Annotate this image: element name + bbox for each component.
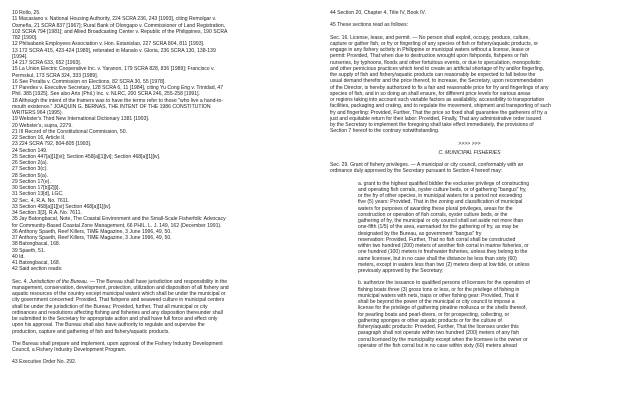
- bureau-line: The Bureau shall prepare and implement, upon approval of the Fishery Industry Development: [12, 340, 223, 347]
- footnote-line: Phil. 385 [1925]. See also Arts (Phil.) Inc. v. NLRC, 200 SCRA 246, 255-258 [1991].: [12, 91, 200, 98]
- footnote-line: 24 Section 149.: [12, 147, 48, 154]
- footnote-line: 39 Spaeth, 51.: [12, 247, 46, 254]
- section-4-prefix: Sec. 4.: [12, 278, 30, 285]
- footnote-line: 42 Said section reads:: [12, 266, 63, 273]
- footnote-line: 22 Section 16, Article II.: [12, 135, 66, 141]
- footnote-line: 15 La Union Electric Cooperative Inc. v. Yaranon, 179 SCRA 828, 836 [1989]; Francisco v.: [12, 66, 215, 73]
- bureau-line: Council, a Fishery Industry Development Program.: [12, 347, 127, 353]
- section-16-line: fry and fingerling: Provided, Further, That the price so fixed shall guarantee the gatherers of fry a: [330, 109, 548, 116]
- item-a-paragraph: [330, 181, 604, 275]
- section-16-line: facilities, packaging and crating, and to regulate the movement, shipment and transporting of such: [330, 103, 551, 110]
- item-b-line: license for the privilege of gathering pinatine mollusca or the shells thereof,: [358, 305, 527, 312]
- footnote-line: 13 172 SCRA 415, 423-424 [1989], reiterated in Manalo v. Gloria, 236 SCRA 130, 138-139: [12, 47, 216, 54]
- item-a-line: five (5) years: Provided, That in the zoning and classification of municipal: [358, 199, 523, 206]
- footnote-line: 19 Webster's Third New International Dictionary 1381 [1993].: [12, 116, 150, 123]
- section-16-line: or regions taking into account such variable factors as availability, accessibility to transportation: [330, 97, 545, 103]
- footnote-45: 45 These sections read as follows:: [330, 22, 409, 29]
- footnote-line: 14 217 SCRA 633, 652 [1993].: [12, 60, 82, 66]
- item-b-line: operator of the fish corral but in no case within sixty (60) meters ahead: [358, 342, 517, 349]
- footnote-line: 25 Section 447[a][1][vi]; Section 458[a][1][vi]; Section 468[a][1][iv].: [12, 153, 161, 160]
- section-4-line: aquatic resources of the country except municipal waters which shall be under the municipal or: [12, 291, 226, 297]
- section-16-line: Sec. 16. License, lease, and permit. — No person shall exploit, occupy, produce, culture,: [330, 34, 530, 41]
- item-a-line: reservation: Provided, Further, That no fish corral shall be constructed: [358, 236, 516, 243]
- section-4-line: city government concerned: Provided, That fishpens and seaweed culture in municipal centers: [12, 297, 225, 304]
- footnote-line: 23 224 SCRA 792, 804-805 [1993].: [12, 141, 92, 148]
- footnote-line: 20 Webster's, supra, 2279.: [12, 122, 73, 129]
- item-a-line: previously approved by the Secretary;: [358, 268, 444, 274]
- footnote-line: 37 Anthony Spaeth, Reef Killers, TIME Magazine, 3 June 1996, 49, 50.: [12, 235, 172, 241]
- item-a-line: same licensee, but in no case shall the distance be less than sixty (60): [358, 255, 517, 262]
- section-4-line: shall be under the jurisdiction of the Bureau: Provided, further, That all municipal or city: [12, 303, 208, 310]
- footnote-line: for Community-Based Coastal Zone Management, 66 PHIL. L. J. 149, 162 (December 1991).: [12, 222, 222, 229]
- separator-marks: >>>> >>>: [458, 140, 481, 147]
- item-a-line: designated by the Bureau, as government "bangus" fry: [358, 230, 482, 237]
- item-b-line: gathering sponges or other aquatic products or for the culture of: [358, 317, 502, 324]
- item-b-line: municipal waters with nets, traps or other fishing gear: Provided, That it: [358, 292, 519, 299]
- footnote-line: 102 SCRA 794 [1981]; and Allied Broadcasting Center v. Republic of the Philippines, 190 SCRA: [12, 28, 228, 35]
- item-a-line: one hundred (100) meters in freshwater fisheries, unless they belong to the: [358, 249, 528, 256]
- section-4-line: ordinances and resolutions affecting fishing and fisheries and any disposition thereunder shall: [12, 309, 223, 316]
- section-16-line: nurseries, by typhoons, floods and other fortuitous events, or due to speculation, monopolistic: [330, 59, 541, 66]
- footnote-line: 30 Section 17[b][2][i].: [12, 185, 60, 191]
- section-16-line: engage in any fishery activity in Philippine or municipal waters without a license, lease or: [330, 47, 530, 53]
- footnote-line: 34 Section 3[3], R.A. No. 7611.: [12, 210, 82, 216]
- item-a-line: meters, except in waters less than two (2) meters deep at low tide, or unless: [358, 261, 530, 268]
- item-a-line: and operating fish corrals, oyster culture beds, or of gathering "bangus" fry,: [358, 186, 527, 193]
- section-4-line: be submitted to the Secretary for appropriate action and shall have full force and effect only: [12, 316, 218, 322]
- section-4-line: . — The Bureau shall have jurisdiction and responsibility in the: [86, 278, 228, 285]
- footnote-line: 782 [1990].: [12, 35, 38, 41]
- item-b-line: b. authorize the issuance to qualified persons of licenses for the operation of: [358, 280, 530, 287]
- footnote-line: 36 Anthony Spaeth, Reef Killers, TIME Magazine, 3 June 1996, 49, 50.: [12, 228, 172, 235]
- footnote-line: 12 Philsabank Employees Association v. Hon. Estanislao, 227 SCRA 804, 811 [1993].: [12, 41, 205, 48]
- footnote-line: 31 Section 13[d], LGC.: [12, 191, 64, 198]
- footnote-line: 32 Sec. 4, R.A. No. 7611.: [12, 197, 70, 204]
- footnote-line: 38 Batongbacal, 168.: [12, 241, 61, 248]
- footnote-line: Permskul, 173 SCRA 324, 333 [1989].: [12, 72, 99, 79]
- footnote-line: 21 III Record of the Constitutional Commission, 50.: [12, 128, 127, 135]
- footnote-line: [1994].: [12, 53, 28, 60]
- section-16-line: of the Director, is hereby authorized to fix a fair and reasonable price for fry and fingerlings of any: [330, 84, 549, 91]
- footnote-line: WRITERS 964 (1995).: [12, 110, 63, 116]
- right-column: [330, 10, 609, 355]
- item-b-line: fishing boats three (3) gross tons or less, or for the privilege of fishing in: [358, 286, 520, 293]
- footnote-43: 43 Executive Order No. 292.: [12, 359, 77, 366]
- section-4-paragraph: [12, 279, 291, 335]
- item-b-line: paragraph shall not operate within two hundred (200) meters of any fish: [358, 330, 520, 337]
- section-16-line: just and equitable return for their labor: Provided, Finally, That any administrative order issued: [330, 115, 542, 122]
- section-4-line: management, conservation, development, protection, utilization and disposition of all fishery and: [12, 284, 229, 291]
- footnote-line: Osmeña, 21 SCRA 837 [1967]; Rural Bank of Olongapo v. Commissioner of Land Registration,: [12, 22, 226, 29]
- item-b-line: for pearling boats and pearl-divers, or for prospecting, collecting, or: [358, 311, 510, 318]
- footnote-line: 16 See Peralta v. Commission on Elections, 82 SCRA 30, 55 [1978].: [12, 78, 166, 85]
- section-16-line: Section 7 hereof to the contrary notwithstanding.: [330, 128, 440, 135]
- footnote-line: 18 Although the intent of the framers was to have the terms refer to those "who live a hand-to-: [12, 97, 224, 104]
- left-column: [12, 10, 291, 366]
- section-29-line: Sec. 29. Grant of fishery privileges. — A municipal or city council, conformably with an: [330, 162, 524, 168]
- footnote-line: mouth existence." JOAQUIN G. BERNAS, THE INTENT OF THE 1986 CONSTITUTION: [12, 103, 211, 110]
- footnote-line: 17 Paredes v. Executive Secretary, 128 SCRA 6, 11 [1984], citing Yu Cong Eng v. Trinidad, 47: [12, 85, 224, 91]
- section-16-paragraph: [330, 35, 609, 135]
- footnote-line: 29 Section 17(e).: [12, 178, 51, 185]
- section-16-line: permit: Provided, That when due to destruction wrought upon fishponds, fishpens or fish: [330, 53, 529, 60]
- footnote-line: 33 Section 458[a][1][vi] Section 468[a][1][iv].: [12, 203, 112, 210]
- item-a-line: within two hundred (200) meters of another fish corral in marine fisheries, or: [358, 243, 529, 249]
- section-29-paragraph: [330, 162, 609, 175]
- footnote-line: 40 Id.: [12, 253, 25, 260]
- section-16-line: by the Secretary to implement the foregoing shall take effect immediately, the provisions of: [330, 122, 534, 128]
- item-b-line: fishery/aquatic products: Provided, Further, That the licenses under this: [358, 324, 519, 330]
- item-a-line: one-fifth (1/5) of the area, earmarked for the gathering of fry, as may be: [358, 224, 519, 231]
- item-a-line: gathering of fry, the municipal or city council shall set aside not more than: [358, 218, 524, 224]
- footnote-list: [12, 10, 291, 273]
- section-16-line: and other pernicious practices which tend to create an artificial shortage of fry and/or fingerling,: [330, 65, 545, 72]
- item-a-line: or the fry of other species, in municipal waters for a period not exceeding: [358, 193, 522, 199]
- footnote-line: 11 Macasiano v. National Housing Authority, 224 SCRA 236, 243 [1993], citing Remolgar v.: [12, 16, 217, 23]
- footnote-line: 35 Jay Batongbacal, Note, The Coastal Environment and the Small-Scale Fisherfolk: Advocacy: [12, 216, 226, 223]
- footnote-line: 10 Rollo, 25.: [12, 10, 41, 16]
- section-16-line: species of fish, and in so doing an shall ensure, for different price levels for various areas: [330, 90, 531, 97]
- footnote-line: 27 Section 3(c).: [12, 166, 48, 173]
- item-b-line: corral licensed by the municipality except when the licensee is the owner or: [358, 336, 528, 343]
- footnote-line: 41 Batongbacal, 168.: [12, 260, 61, 266]
- item-b-paragraph: [330, 280, 604, 349]
- item-a-line: a. grant to the highest qualified bidder the exclusive privilege of constructing: [358, 180, 530, 187]
- section-16-line: capture or gather fish, or fry or fingerling of any species of fish or fishery/aquatic products, or: [330, 40, 539, 47]
- bureau-paragraph: [12, 341, 291, 354]
- item-a-line: construction or operation of fish corrals, oyster culture beds, or the: [358, 211, 508, 218]
- section-16-line: the supply of fish and fishery/aquatic products can reasonably be expected to fall below the: [330, 72, 536, 78]
- footnote-44: 44 Section 20, Chapter 4, Title IV, Book IV.: [330, 10, 426, 16]
- footnote-line: 28 Section 5(a).: [12, 172, 48, 179]
- item-b-line: shall be beyond the power of the municipal or city council to impose a: [358, 299, 515, 305]
- section-16-line: usual demand therefor and the price thereof, to increase, the Secretary, upon recommendation: [330, 78, 544, 85]
- item-a-line: waters for purposes of awarding these plural privileges, areas for the: [358, 205, 513, 212]
- footnote-line: 26 Section 2(a).: [12, 160, 48, 166]
- section-4-line: production, capture and gathering of fish and fishery/aquatic products.: [12, 328, 170, 335]
- section-heading: C. MUNICIPAL FISHERIES: [438, 149, 501, 156]
- section-4-line: upon his approval. The Bureau shall also have authority to regulate and supervise the: [12, 322, 205, 329]
- section-29-line: ordinance duly approved by the Secretary pursuant to Section 4 hereof may:: [330, 168, 503, 175]
- section-4-title: Jurisdiction of the Bureau: [29, 278, 87, 285]
